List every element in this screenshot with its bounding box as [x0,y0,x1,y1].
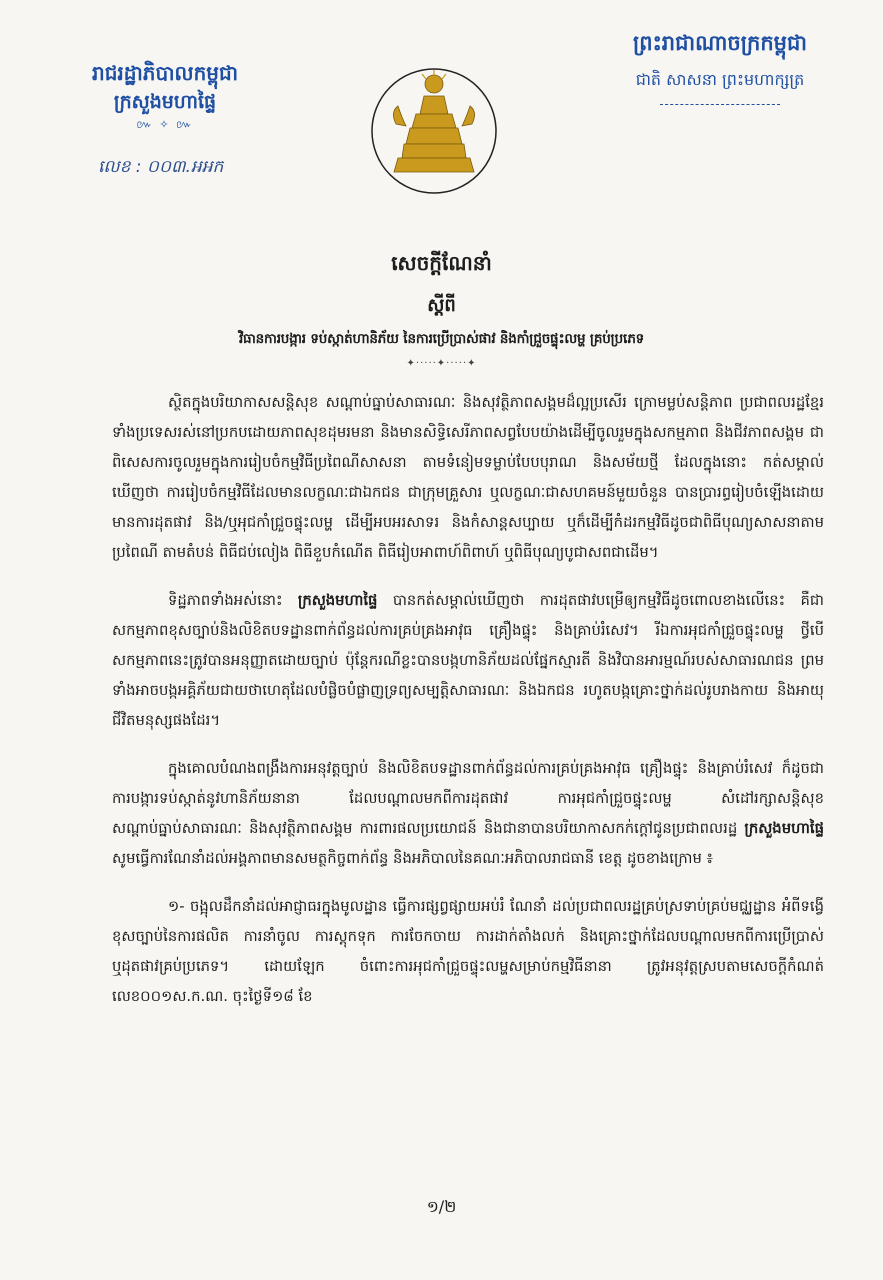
paragraph-3-tail: សូមធ្វើការណែនាំដល់អង្គភាពមានសមត្ថកិច្ចពាក់ព័ន្ធ និងអភិបាលនៃគណៈអភិបាលរាជធានី ខេត្ត ដូចខាងក្រោម ៖ [112,850,714,867]
paragraph-1: ស្ថិតក្នុងបរិយាកាសសន្តិសុខ សណ្តាប់ធ្នាប់សាធារណៈ និងសុវត្ថិភាពសង្គមដ៏ល្អប្រសើរ ក្រោមម្លប់សន្តិភាព ប្រជាពលរដ្ឋខ្មែរទាំងប្រទេសរស់នៅប្រកបដោយភាពសុខដុមរមនា និងមានសិទ្ធិសេរីភាពសព្វបែបយ៉ាងដើម្បីចូលរួមក្នុងសកម្មភាព និងជីវភាពសង្គម ជាពិសេសការចូលរួមក្នុងការរៀបចំកម្មវិធីប្រពៃណីសាសនា តាមទំនៀមទម្លាប់បែបបុរាណ និងសម័យថ្មី ដែលក្នុងនោះ កត់សម្គាល់ឃើញថា ការរៀបចំកម្មវិធីដែលមានលក្ខណៈជាឯកជន ជាក្រុមគ្រួសារ ឬលក្ខណៈជាសហគមន៍មួយចំនួន បានប្រារព្ធរៀបចំឡើងដោយមានការដុតផាវ និង/ឬអុជកាំជ្រួចផ្ទុះលម្ហ ដើម្បីអបអរសាទរ និងកំសាន្តសប្បាយ ឬក៏ដើម្បីកំដរកម្មវិធីដូចជាពិធីបុណ្យសាសនាតាមប្រពៃណី តាមតំបន់ ពិធីជប់លៀង ពិធីខួបកំណើត ពិធីរៀបអាពាហ៍ពិពាហ៍ ឬពិធីបុណ្យបូជាសពជាដើម។ [112,394,824,561]
ministry-header [70,58,260,134]
document-subject: វិធានការបង្ការ ទប់ស្កាត់ហានិភ័យ នៃការប្រើប្រាស់ផាវ និងកាំជ្រួចផ្ទុះលម្ហ គ្រប់ប្រភេទ [238,331,645,347]
ministry-mention: ក្រសួងមហាផ្ទៃ [744,820,824,837]
ministry-mention: ក្រសួងមហាផ្ទៃ [297,592,378,609]
kingdom-header [600,26,840,105]
paragraph-2-text: បានកត់សម្គាល់ឃើញថា ការដុតផាវបម្រើឲ្យកម្មវិធីដូចពោលខាងលើនេះ គឺជាសកម្មភាពខុសច្បាប់និងលិខិតបទដ្ឋានពាក់ព័ន្ធដល់ការគ្រប់គ្រងអាវុធ គ្រឿងផ្ទុះ និងគ្រាប់រំសេវ។ រីឯការអុជកាំជ្រួចផ្ទុះលម្ហ ថ្វីបើសកម្មភាពនេះត្រូវបានអនុញ្ញាតដោយច្បាប់ ប៉ុន្តែករណីខ្លះបានបង្កហានិភ័យដល់ផ្នែកស្មារតី និងវិបានអារម្មណ៍របស់សាធារណជន ព្រមទាំងអាចបង្កអគ្គិភ័យជាយថាហេតុដែលបំផ្លិចបំផ្លាញទ្រព្យសម្បត្តិសាធារណៈ និងឯកជន រហូតបង្កគ្រោះថ្នាក់ដល់រូបរាងកាយ និងអាយុជីវិតមនុស្សផងដែរ។ [112,592,824,729]
title-divider: ✦·····✦·····✦ [406,358,477,369]
header-rule [660,104,780,105]
paragraph-3-text: ក្នុងគោលបំណងពង្រឹងការអនុវត្តច្បាប់ និងលិខិតបទដ្ឋានពាក់ព័ន្ធដល់ការគ្រប់គ្រងអាវុធ គ្រឿងផ្ទុះ និងគ្រាប់រំសេវ ក៏ដូចជាការបង្ការទប់ស្កាត់នូវហានិភ័យនានា ដែលបណ្តាលមកពីការដុតផាវ ការអុជកាំជ្រួចផ្ទុះលម្ហ សំដៅរក្សាសន្តិសុខ សណ្តាប់ធ្នាប់សាធារណៈ និងសុវត្ថិភាពសង្គម ការពារផលប្រយោជន៍ និងជានាបានបរិយាកាសកក់ក្តៅជូនប្រជាពលរដ្ឋ [112,760,824,837]
document-body [112,388,824,1030]
national-motto: ជាតិ សាសនា ព្រះមហាក្សត្រ [635,70,805,89]
ministry-name: ក្រសួងមហាផ្ទៃ [113,91,217,113]
paragraph-2 [112,586,824,736]
kingdom-name: ព្រះរាជាណាចក្រកម្ពុជា [632,31,807,55]
paragraph-4: ១- ចង្អុលដឹកនាំដល់អាជ្ញាធរក្នុងមូលដ្ឋាន ធ្វើការផ្សព្វផ្សាយអប់រំ ណែនាំ ដល់ប្រជាពលរដ្ឋគ្រប់ស្រទាប់គ្រប់មជ្ឈដ្ឋាន អំពីទង្វើខុសច្បាប់នៃការផលិត ការនាំចូល ការស្តុកទុក ការចែកចាយ ការដាក់តាំងលក់ និងគ្រោះថ្នាក់ដែលបណ្តាលមកពីការប្រើប្រាស់ ឬដុតផាវគ្រប់ប្រភេទ។ ដោយឡែក ចំពោះការអុជកាំជ្រួចផ្ទុះលម្ហសម្រាប់កម្មវិធីនានា ត្រូវអនុវត្តស្របតាមសេចក្តីកំណត់ លេខ០០១ស.ក.ណ. ចុះថ្ងៃទី១៨ ខែ [112,898,824,1005]
government-name: រាជរដ្ឋាភិបាលកម្ពុជា [92,61,238,85]
document-title: សេចក្តីណែនាំ [391,251,492,275]
document-about: ស្តីពី [427,295,456,316]
header-ornament: ៚ ✧ ៚ [136,118,194,131]
paragraph-3 [112,754,824,874]
page-number: ១/២ [426,1197,457,1216]
ministry-emblem-icon [364,66,504,196]
paragraph-2-lead: ទិដ្ឋភាពទាំងអស់នោះ [168,592,283,609]
reference-number: លេខ : ០០៣.អអក [98,157,224,177]
